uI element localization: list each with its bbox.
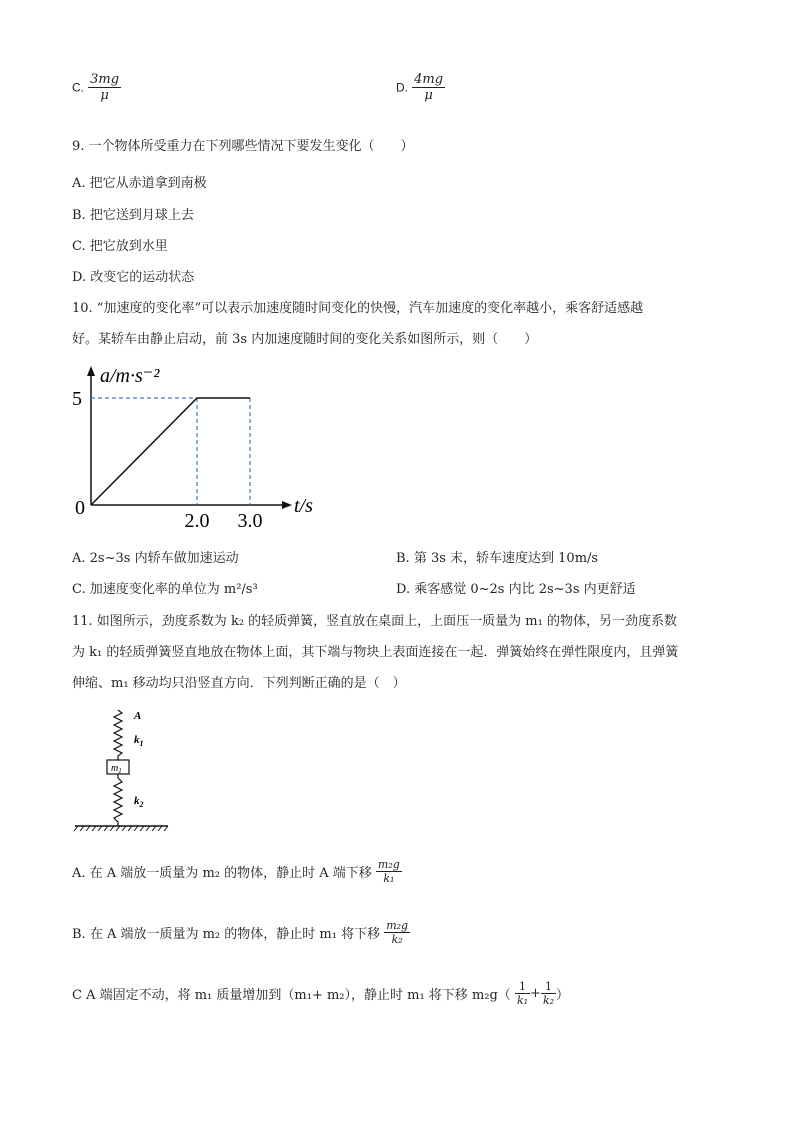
- numerator: m₂g: [377, 858, 400, 871]
- y-tick-label: 5: [72, 388, 82, 410]
- mass-label: $m_1$: [111, 763, 122, 775]
- q11-stem-line1: 11. 如图所示，劲度系数为 k₂ 的轻质弹簧，竖直放在桌面上，上面压一质量为 m₁ 的物体，另一劲度系数: [72, 614, 677, 629]
- spring-k2: [114, 774, 122, 826]
- numerator: m₂g: [386, 919, 409, 932]
- q10-stem-line2: 好。某轿车由静止启动，前 3s 内加速度随时间的变化关系如图所示，则（ ）: [72, 332, 538, 347]
- q10-stem-line1: 10. “加速度的变化率”可以表示加速度随时间变化的快慢，汽车加速度的变化率越小，乘客舒适感越: [72, 301, 644, 316]
- q10-option-a[interactable]: A. 2s~3s 内轿车做加速运动: [72, 551, 239, 566]
- q11-option-c[interactable]: [72, 980, 569, 1007]
- spring-system-figure: [70, 704, 180, 834]
- x-axis-arrow: [282, 501, 292, 509]
- denominator: k₂: [542, 994, 555, 1007]
- q9-option-b[interactable]: B. 把它送到月球上去: [72, 208, 194, 223]
- label-k1: $k_1$: [134, 734, 144, 748]
- denominator: μ: [424, 88, 433, 103]
- q8-option-c[interactable]: [72, 72, 121, 103]
- q11-option-a[interactable]: [72, 858, 402, 885]
- q9-option-c[interactable]: C. 把它放到水里: [72, 239, 168, 254]
- series-a: [91, 398, 250, 505]
- fraction: [384, 919, 410, 946]
- denominator: k₂: [391, 933, 403, 946]
- q10-option-d[interactable]: D. 乘客感觉 0~2s 内比 2s~3s 内更舒适: [396, 582, 636, 597]
- q11-option-b[interactable]: [72, 919, 410, 946]
- close-paren: ）: [556, 988, 570, 1003]
- series-line-a: [91, 398, 250, 505]
- y-axis-arrow: [87, 366, 95, 376]
- numerator: 1: [515, 980, 530, 994]
- q9-stem: 9. 一个物体所受重力在下列哪些情况下要发生变化（ ）: [72, 139, 414, 154]
- q9-option-d[interactable]: D. 改变它的运动状态: [72, 270, 195, 285]
- acceleration-time-chart: [70, 360, 340, 535]
- option-text: A. 在 A 端放一质量为 m₂ 的物体，静止时 A 端下移: [72, 866, 372, 881]
- numerator: 3mg: [90, 72, 120, 87]
- denominator: μ: [100, 88, 109, 103]
- spring-k1: [114, 710, 122, 760]
- fraction: [412, 72, 445, 103]
- x-axis-label: t/s: [294, 495, 313, 517]
- option-text: C A 端固定不动，将 m₁ 质量增加到（m₁+ m₂），静止时 m₁ 将下移 m₂g（: [72, 988, 511, 1003]
- fraction-1: [515, 980, 530, 1007]
- option-label: C.: [72, 80, 84, 95]
- y-axis-label: a/m·s⁻²: [100, 365, 160, 387]
- numerator: 1: [541, 980, 556, 994]
- label-k2: $k_2$: [134, 795, 144, 809]
- fraction: [88, 72, 121, 103]
- numerator: 4mg: [414, 72, 444, 87]
- q11-stem-line2: 为 k₁ 的轻质弹簧竖直地放在物体上面，其下端与物块上表面连接在一起．弹簧始终在弹性限度内，且弹簧: [72, 645, 679, 660]
- q10-option-c[interactable]: C. 加速度变化率的单位为 m²/s³: [72, 582, 258, 597]
- q8-option-d[interactable]: [396, 72, 445, 103]
- option-label: D.: [396, 80, 408, 95]
- fraction: [376, 858, 402, 885]
- origin-label: 0: [75, 497, 85, 519]
- plus-sign: +: [530, 986, 541, 1001]
- q10-option-b[interactable]: B. 第 3s 末，轿车速度达到 10m/s: [396, 551, 599, 566]
- fraction-2: [541, 980, 556, 1007]
- denominator: k₁: [516, 994, 529, 1007]
- q9-option-a[interactable]: A. 把它从赤道拿到南极: [72, 176, 207, 191]
- q11-stem-line3: 伸缩、m₁ 移动均只沿竖直方向．下列判断正确的是（ ）: [72, 676, 406, 691]
- option-text: B. 在 A 端放一质量为 m₂ 的物体，静止时 m₁ 将下移: [72, 927, 381, 942]
- x-tick-label-2: 3.0: [237, 510, 263, 532]
- x-tick-label-1: 2.0: [184, 510, 210, 532]
- label-a: A: [134, 710, 142, 722]
- denominator: k₁: [383, 872, 395, 885]
